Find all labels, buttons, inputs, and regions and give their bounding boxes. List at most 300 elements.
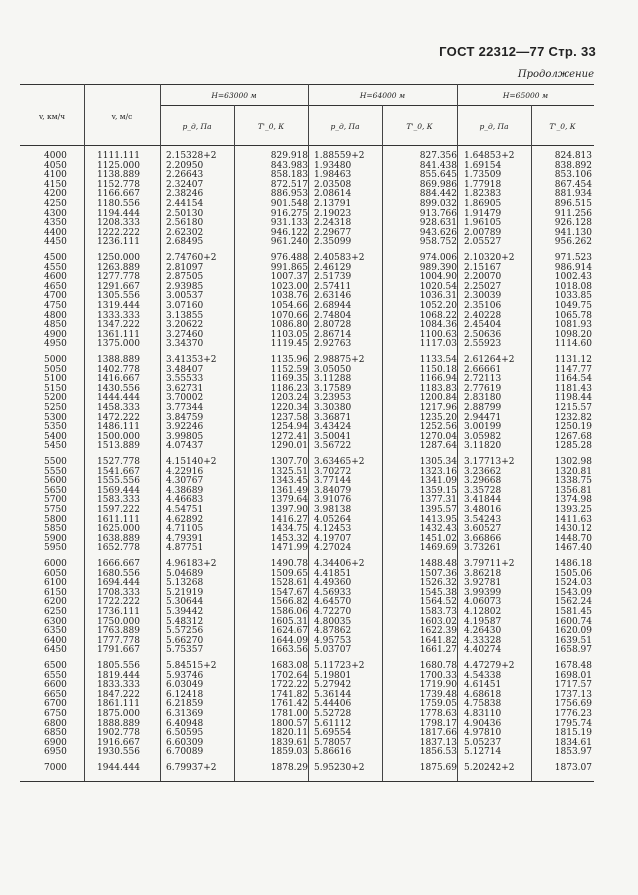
cell-v: 5050 — [44, 364, 67, 375]
cell-v: 5750 — [44, 505, 67, 515]
cell-p2: 5.36144 — [314, 689, 352, 700]
cell-p2: 4.80035 — [314, 616, 352, 627]
cell-p1: 3.34370 — [166, 339, 204, 350]
cell-p2: 3.11288 — [314, 374, 352, 385]
cell-t1: 901.548 — [270, 199, 308, 209]
cell-p2: 2.08614 — [314, 189, 352, 200]
cell-p2: 2.19023 — [314, 208, 352, 219]
cell-t2: 1377.31 — [419, 495, 457, 506]
cell-p1: 2.87505 — [166, 272, 204, 283]
cell-p1: 6.79937+2 — [166, 763, 217, 773]
cell-t3: 1049.75 — [554, 301, 592, 311]
cell-t2: 1305.34 — [419, 457, 457, 467]
cell-v: 6900 — [44, 737, 67, 748]
cell-v: 4150 — [44, 179, 67, 190]
cell-p2: 1.98463 — [314, 170, 352, 181]
cell-t3: 1302.98 — [554, 457, 592, 467]
cell-vms: 1430.556 — [97, 383, 140, 394]
cell-t1: 1007.37 — [270, 272, 308, 283]
cell-t1: 1800.57 — [270, 718, 308, 729]
cell-p1: 5.75357 — [166, 645, 204, 656]
cell-p1: 2.15328+2 — [166, 151, 217, 161]
cell-p1: 2.74760+2 — [166, 253, 217, 263]
cell-p2: 5.78057 — [314, 737, 352, 748]
cell-t2: 1759.05 — [419, 699, 457, 710]
cell-t2: 841.438 — [419, 160, 457, 171]
cell-t1: 1152.59 — [270, 364, 308, 375]
cell-t1: 916.275 — [270, 208, 308, 219]
cell-t2: 1413.95 — [419, 514, 457, 525]
cell-p1: 4.15140+2 — [166, 457, 217, 467]
cell-v: 6100 — [44, 578, 67, 589]
cell-t3: 1002.43 — [554, 272, 592, 283]
cell-t3: 1338.75 — [554, 476, 592, 487]
cell-t2: 1545.38 — [419, 587, 457, 598]
cell-p1: 6.21859 — [166, 699, 204, 710]
cell-v: 5400 — [44, 431, 67, 442]
cell-p2: 2.80728 — [314, 320, 352, 331]
cell-p1: 3.62731 — [166, 383, 204, 394]
cell-v: 5200 — [44, 393, 67, 404]
cell-t2: 913.766 — [419, 208, 457, 219]
cell-p1: 3.92246 — [166, 422, 204, 433]
cell-p2: 1.93480 — [314, 160, 352, 171]
col-header-t1: T'_0, К — [257, 122, 285, 131]
cell-p1: 3.99805 — [166, 431, 204, 442]
cell-t1: 1397.90 — [270, 505, 308, 515]
cell-p1: 2.26643 — [166, 170, 204, 181]
cell-t1: 1586.06 — [270, 607, 308, 617]
cell-p1: 3.77344 — [166, 403, 204, 413]
col-header-p3: p_д, Па — [479, 122, 509, 131]
cell-p1: 5.93746 — [166, 670, 204, 681]
cell-p1: 2.20950 — [166, 160, 204, 171]
cell-p3: 4.26430 — [464, 626, 502, 637]
cell-vms: 1319.444 — [97, 301, 140, 311]
cell-t2: 1068.22 — [419, 310, 457, 321]
cell-t3: 1285.28 — [554, 441, 592, 452]
cell-p3: 2.45404 — [464, 320, 502, 331]
cell-v: 4300 — [44, 208, 67, 219]
cell-p2: 4.49360 — [314, 578, 352, 589]
cell-t2: 1875.69 — [419, 763, 457, 773]
col-header-p2: p_д, Па — [330, 122, 360, 131]
cell-t3: 1486.18 — [554, 559, 592, 569]
cell-vms: 1652.778 — [97, 543, 140, 554]
cell-p2: 3.23953 — [314, 393, 352, 404]
cell-t2: 1323.16 — [419, 466, 457, 477]
cell-p3: 4.68618 — [464, 689, 502, 700]
cell-t3: 1776.23 — [554, 709, 592, 719]
cell-p2: 5.86616 — [314, 747, 352, 758]
cell-p2: 3.56722 — [314, 441, 352, 452]
cell-v: 6550 — [44, 670, 67, 681]
cell-v: 6250 — [44, 607, 67, 617]
cell-v: 5800 — [44, 514, 67, 525]
cell-t3: 896.515 — [554, 199, 592, 209]
cell-p2: 2.24318 — [314, 218, 352, 229]
cell-v: 5300 — [44, 412, 67, 423]
cell-v: 4450 — [44, 237, 67, 248]
cell-p1: 3.41353+2 — [166, 355, 217, 365]
cell-t2: 1451.02 — [419, 533, 457, 544]
cell-t2: 1564.52 — [419, 597, 457, 608]
cell-t3: 1795.74 — [554, 718, 592, 729]
cell-p2: 2.57411 — [314, 281, 352, 292]
cell-p3: 3.05982 — [464, 431, 502, 442]
cell-t3: 1600.74 — [554, 616, 592, 627]
cell-p3: 4.12802 — [464, 607, 502, 617]
cell-t2: 1084.36 — [419, 320, 457, 331]
cell-t1: 1547.67 — [270, 587, 308, 598]
cell-t2: 1287.64 — [419, 441, 457, 452]
cell-p3: 1.86905 — [464, 199, 502, 209]
cell-p2: 2.40583+2 — [314, 253, 365, 263]
cell-p1: 6.50595 — [166, 728, 204, 739]
cell-t1: 1135.96 — [270, 355, 308, 365]
cell-p3: 4.97810 — [464, 728, 502, 739]
table-row — [20, 764, 594, 774]
cell-t3: 838.892 — [554, 160, 592, 171]
cell-t1: 1878.29 — [270, 763, 308, 773]
cell-t1: 961.240 — [270, 237, 308, 248]
cell-t2: 1183.83 — [419, 383, 457, 394]
cell-vms: 1902.778 — [97, 728, 140, 739]
cell-t1: 1237.58 — [270, 412, 308, 423]
cell-p2: 4.56933 — [314, 587, 352, 598]
cell-p3: 1.69154 — [464, 160, 502, 171]
cell-p2: 3.05050 — [314, 364, 352, 375]
cell-p2: 4.34406+2 — [314, 559, 365, 569]
cell-v: 6500 — [44, 661, 67, 671]
cell-vms: 1777.778 — [97, 635, 140, 646]
table-row — [20, 544, 594, 554]
cell-t3: 881.934 — [554, 189, 592, 200]
cell-p3: 2.15167 — [464, 262, 502, 273]
cell-t3: 1393.25 — [554, 505, 592, 515]
cell-v: 4900 — [44, 329, 67, 340]
cell-p3: 4.06073 — [464, 597, 502, 608]
cell-t3: 1411.63 — [554, 514, 592, 525]
cell-t3: 1581.45 — [554, 607, 592, 617]
cell-p2: 4.95753 — [314, 635, 352, 646]
cell-t1: 1702.64 — [270, 670, 308, 681]
cell-vms: 1569.444 — [97, 485, 140, 496]
cell-t3: 971.523 — [554, 253, 592, 263]
cell-t1: 1169.35 — [270, 374, 308, 385]
cell-v: 6200 — [44, 597, 67, 608]
cell-t2: 1856.53 — [419, 747, 457, 758]
cell-p1: 4.87751 — [166, 543, 204, 554]
cell-p2: 4.72270 — [314, 607, 352, 617]
cell-p2: 4.05264 — [314, 514, 352, 525]
cell-t1: 1343.45 — [270, 476, 308, 487]
cell-p2: 5.52728 — [314, 709, 352, 719]
cell-t3: 1198.44 — [554, 393, 592, 404]
cell-p1: 2.38246 — [166, 189, 204, 200]
cell-p3: 2.25027 — [464, 281, 502, 292]
cell-p3: 2.20070 — [464, 272, 502, 283]
cell-t1: 1416.27 — [270, 514, 308, 525]
col-header-h1: H=63000 м — [211, 91, 257, 100]
cell-t2: 1469.69 — [419, 543, 457, 554]
cell-t3: 1505.06 — [554, 568, 592, 579]
cell-t2: 943.626 — [419, 227, 457, 238]
cell-v: 5350 — [44, 422, 67, 433]
cell-t3: 1215.57 — [554, 403, 592, 413]
cell-v: 4600 — [44, 272, 67, 283]
cell-t1: 1509.65 — [270, 568, 308, 579]
cell-p1: 4.07437 — [166, 441, 204, 452]
cell-v: 5450 — [44, 441, 67, 452]
cell-v: 6050 — [44, 568, 67, 579]
cell-t3: 1562.24 — [554, 597, 592, 608]
cell-v: 4100 — [44, 170, 67, 181]
cell-p2: 3.84079 — [314, 485, 352, 496]
cell-t1: 1663.56 — [270, 645, 308, 656]
cell-t2: 1270.04 — [419, 431, 457, 442]
cell-p1: 3.07160 — [166, 301, 204, 311]
cell-p3: 3.23662 — [464, 466, 502, 477]
cell-t1: 1103.05 — [270, 329, 308, 340]
cell-v: 6000 — [44, 559, 67, 569]
cell-v: 4350 — [44, 218, 67, 229]
cell-p3: 4.83110 — [464, 709, 502, 719]
cell-p1: 3.48407 — [166, 364, 204, 375]
col-header-v: v, км/ч — [38, 112, 66, 121]
cell-t3: 867.454 — [554, 179, 592, 190]
cell-t3: 1181.43 — [554, 383, 592, 394]
cell-v: 4850 — [44, 320, 67, 331]
cell-p1: 5.84515+2 — [166, 661, 217, 671]
cell-p1: 3.00537 — [166, 291, 204, 302]
cell-p2: 5.27942 — [314, 680, 352, 691]
table-row — [20, 442, 594, 452]
cell-v: 5100 — [44, 374, 67, 385]
cell-p1: 6.31369 — [166, 709, 204, 719]
cell-v: 4500 — [44, 253, 67, 263]
cell-t3: 1018.08 — [554, 281, 592, 292]
cell-t2: 1004.90 — [419, 272, 457, 283]
cell-t1: 1490.78 — [270, 559, 308, 569]
cell-p2: 4.27024 — [314, 543, 352, 554]
cell-t2: 1526.32 — [419, 578, 457, 589]
cell-p3: 3.11820 — [464, 441, 502, 452]
cell-p2: 5.95230+2 — [314, 763, 365, 773]
cell-p3: 1.77918 — [464, 179, 502, 190]
cell-t3: 1114.60 — [554, 339, 592, 350]
cell-t1: 1290.01 — [270, 441, 308, 452]
rule-header-mid — [160, 105, 594, 106]
cell-p2: 3.36871 — [314, 412, 352, 423]
continuation-label: Продолжение — [517, 69, 594, 80]
cell-t2: 1507.36 — [419, 568, 457, 579]
cell-p1: 2.93985 — [166, 281, 204, 292]
cell-p2: 3.77144 — [314, 476, 352, 487]
cell-t3: 956.262 — [554, 237, 592, 248]
cell-v: 6300 — [44, 616, 67, 627]
cell-v: 6950 — [44, 747, 67, 758]
cell-t1: 1070.66 — [270, 310, 308, 321]
cell-t1: 1471.99 — [270, 543, 308, 554]
cell-p3: 2.55923 — [464, 339, 502, 350]
cell-t3: 1356.81 — [554, 485, 592, 496]
cell-p1: 5.66270 — [166, 635, 204, 646]
cell-t2: 1200.84 — [419, 393, 457, 404]
cell-t2: 1641.82 — [419, 635, 457, 646]
cell-t3: 1374.98 — [554, 495, 592, 506]
cell-t1: 1528.61 — [270, 578, 308, 589]
cell-t1: 1325.51 — [270, 466, 308, 477]
cell-t1: 931.133 — [270, 218, 308, 229]
cell-p1: 3.70002 — [166, 393, 204, 404]
table-row — [20, 340, 594, 350]
cell-t1: 1761.42 — [270, 699, 308, 710]
cell-vms: 1722.222 — [97, 597, 140, 608]
cell-t2: 1817.66 — [419, 728, 457, 739]
cell-p3: 4.90436 — [464, 718, 502, 729]
table-row — [20, 238, 594, 248]
cell-p2: 2.51739 — [314, 272, 352, 283]
cell-p2: 3.30380 — [314, 403, 352, 413]
cell-vms: 1444.444 — [97, 393, 140, 404]
cell-t3: 1717.57 — [554, 680, 592, 691]
cell-p2: 2.98875+2 — [314, 355, 365, 365]
cell-t2: 1798.17 — [419, 718, 457, 729]
cell-t2: 1700.33 — [419, 670, 457, 681]
cell-p1: 4.22916 — [166, 466, 204, 477]
cell-v: 4400 — [44, 227, 67, 238]
cell-v: 6450 — [44, 645, 67, 656]
cell-vms: 1152.778 — [97, 179, 140, 190]
cell-t1: 1054.66 — [270, 301, 308, 311]
cell-t3: 1543.09 — [554, 587, 592, 598]
cell-vms: 1708.333 — [97, 587, 140, 598]
cell-t2: 1488.48 — [419, 559, 457, 569]
cell-vms: 1180.556 — [97, 199, 140, 209]
cell-vms: 1791.667 — [97, 645, 140, 656]
cell-vms: 1555.556 — [97, 476, 140, 487]
cell-t1: 829.918 — [270, 151, 308, 161]
cell-p2: 1.88559+2 — [314, 151, 365, 161]
cell-p1: 2.81097 — [166, 262, 204, 273]
cell-p2: 2.03508 — [314, 179, 352, 190]
cell-v: 4750 — [44, 301, 67, 311]
cell-p1: 4.71105 — [166, 524, 204, 535]
cell-p3: 4.75838 — [464, 699, 502, 710]
cell-vms: 1291.667 — [97, 281, 140, 292]
cell-p1: 4.46683 — [166, 495, 204, 506]
cell-p2: 4.41851 — [314, 568, 352, 579]
cell-v: 5150 — [44, 383, 67, 394]
cell-vms: 1819.444 — [97, 670, 140, 681]
cell-t3: 941.130 — [554, 227, 592, 238]
cell-p1: 5.04689 — [166, 568, 204, 579]
cell-vms: 1611.111 — [97, 514, 140, 525]
cell-t2: 1622.39 — [419, 626, 457, 637]
cell-t3: 1147.77 — [554, 364, 592, 375]
cell-p3: 2.88799 — [464, 403, 502, 413]
cell-t3: 1737.13 — [554, 689, 592, 700]
cell-t1: 1272.41 — [270, 431, 308, 442]
cell-p2: 2.35099 — [314, 237, 352, 248]
cell-p2: 3.17589 — [314, 383, 352, 394]
cell-t3: 1164.54 — [554, 374, 592, 385]
cell-p3: 1.64853+2 — [464, 151, 515, 161]
cell-t3: 1658.97 — [554, 645, 592, 656]
cell-p3: 2.05527 — [464, 237, 502, 248]
cell-p3: 2.77619 — [464, 383, 502, 394]
cell-vms: 1138.889 — [97, 170, 140, 181]
cell-p1: 6.12418 — [166, 689, 204, 700]
cell-t1: 1839.61 — [270, 737, 308, 748]
cell-v: 4550 — [44, 262, 67, 273]
cell-v: 7000 — [44, 763, 67, 773]
cell-p3: 2.40228 — [464, 310, 502, 321]
cell-p2: 5.03707 — [314, 645, 352, 656]
cell-t3: 1448.70 — [554, 533, 592, 544]
cell-t2: 1661.27 — [419, 645, 457, 656]
rule-bottom — [20, 781, 594, 782]
cell-p3: 3.60527 — [464, 524, 502, 535]
cell-v: 5950 — [44, 543, 67, 554]
cell-vms: 1222.222 — [97, 227, 140, 238]
cell-t3: 1639.51 — [554, 635, 592, 646]
cell-vms: 1750.000 — [97, 616, 140, 627]
cell-p1: 3.84759 — [166, 412, 204, 423]
cell-p1: 5.39442 — [166, 607, 204, 617]
cell-p2: 3.70272 — [314, 466, 352, 477]
cell-v: 5650 — [44, 485, 67, 496]
cell-t1: 1119.45 — [270, 339, 308, 350]
cell-p2: 2.29677 — [314, 227, 352, 238]
cell-t1: 1605.31 — [270, 616, 308, 627]
cell-t3: 1033.85 — [554, 291, 592, 302]
cell-vms: 1583.333 — [97, 495, 140, 506]
cell-p1: 2.68495 — [166, 237, 204, 248]
cell-t3: 1815.19 — [554, 728, 592, 739]
cell-t3: 1267.68 — [554, 431, 592, 442]
cell-vms: 1597.222 — [97, 505, 140, 515]
cell-t2: 1133.54 — [419, 355, 457, 365]
cell-t1: 843.983 — [270, 160, 308, 171]
cell-p2: 4.12453 — [314, 524, 352, 535]
cell-vms: 1680.556 — [97, 568, 140, 579]
cell-vms: 1625.000 — [97, 524, 140, 535]
cell-t1: 1086.80 — [270, 320, 308, 331]
cell-p3: 4.61451 — [464, 680, 502, 691]
cell-t3: 1232.82 — [554, 412, 592, 423]
cell-t1: 1379.64 — [270, 495, 308, 506]
cell-vms: 1347.222 — [97, 320, 140, 331]
cell-p3: 4.33328 — [464, 635, 502, 646]
cell-p1: 2.44154 — [166, 199, 204, 209]
cell-p3: 1.82383 — [464, 189, 502, 200]
cell-t2: 974.006 — [419, 253, 457, 263]
cell-p2: 5.61112 — [314, 718, 352, 729]
cell-p1: 3.13855 — [166, 310, 204, 321]
cell-vms: 1125.000 — [97, 160, 140, 171]
cell-p3: 2.30039 — [464, 291, 502, 302]
cell-vms: 1736.111 — [97, 607, 140, 617]
cell-t1: 1566.82 — [270, 597, 308, 608]
cell-p3: 3.79711+2 — [464, 559, 515, 569]
cell-t3: 1320.81 — [554, 466, 592, 477]
cell-v: 4950 — [44, 339, 67, 350]
cell-vms: 1888.889 — [97, 718, 140, 729]
cell-t3: 1081.93 — [554, 320, 592, 331]
cell-t2: 1166.94 — [419, 374, 457, 385]
